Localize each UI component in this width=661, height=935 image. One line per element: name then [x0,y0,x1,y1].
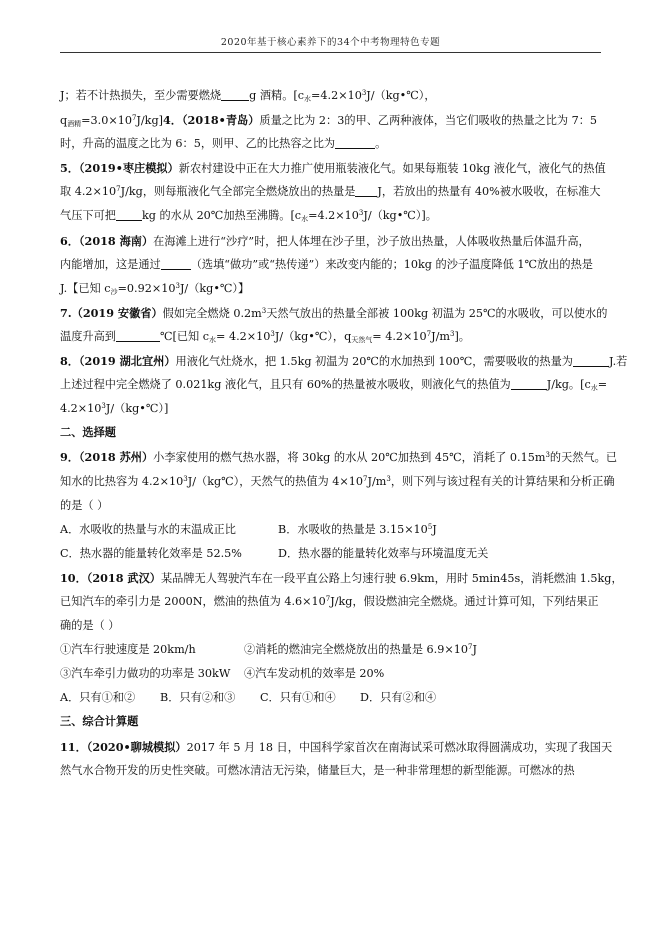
text-line: J；若不计热损失，至少需要燃烧 g 酒精。[$c_水=4.2\times 10^3J/(kg•℃)$， [60,89,436,103]
text-line: 已知汽车的牵引力是 2000N，燃油的热值为 $4.6\times 10^7J/kg$，假设燃油完全燃烧。通过计算可知，下列结果正 [60,594,599,608]
question-source: 4．（2018•青岛） [162,113,260,128]
option-d[interactable]: D．只有②和④ [360,691,437,705]
text-line: 5．（2019•枣庄模拟）新农村建设中正在大力推广使用瓶装液化气。如果每瓶装 10kg 液化气，液化气的热值 [60,161,606,176]
section-heading-choice: 二、选择题 [60,426,116,440]
option-b[interactable]: B．只有②和③ [160,691,236,705]
text-line: 6．（2018 海南）在海滩上进行“沙疗”时，把人体埋在沙子里，沙子放出热量，人体吸收热量后体温升高， [60,233,590,248]
text-line: $4.2\times 10^3J/(kg•℃)$] [60,402,169,416]
option-a[interactable]: A．只有①和② [60,691,136,705]
question-source: 9．（2018 苏州） [60,450,154,465]
option-c[interactable]: C．热水器的能量转化效率是 52.5% [60,546,242,560]
option-line [60,686,605,710]
text-line: 温度升高到 ℃[已知 $c_水=$ $4.2\times 10^3J/(kg•℃)$，$q_{天然气}= 4.2\times 10^7J/m^3$]。 [60,329,470,344]
text-line: 8．（2019 湖北宜州）用液化气灶烧水，把 1.5kg 初温为 20℃的水加热到 100℃，需要吸收的热量为 J.若 [60,354,628,369]
document-body [60,84,628,783]
statement-4: ④汽车发动机的效率是 20% [244,667,385,681]
option-a[interactable]: A．水吸收的热量与水的末温成正比 [60,522,236,536]
answer-blank[interactable] [116,329,160,342]
text-line: 气压下可把 kg 的水从 20℃加热至沸腾。$[c_水=4.2\times 10^3J/(kg•℃)]$。 [60,209,437,224]
question-source: 5．（2019•枣庄模拟） [60,161,179,176]
answer-blank[interactable] [221,88,249,101]
text-line: 然气水合物开发的历史性突破。可燃冰清洁无污染，储量巨大，是一种非常理想的新型能源。可燃冰的热 [60,763,575,777]
question-source: 11．（2020•聊城模拟） [60,739,187,754]
text-line: 知水的比热容为 $4.2\times 10^3J/(kg℃)$，天然气的热值为 $4\times 10^7J/m^3$，则下列与该过程有关的计算结果和分析正确 [60,474,615,488]
text-line: 11．（2020•聊城模拟）2017 年 5 月 18 日，中国科学家首次在南海试采可燃冰取得圆满成功，实现了我国天 [60,739,613,754]
option-line [60,518,605,542]
statement-line [60,662,605,686]
option-c[interactable]: C．只有①和④ [260,691,336,705]
statement-3: ③汽车牵引力做功的功率是 30kW [60,667,231,681]
text-line: $q_{酒精}=3.0\times 10^7J/kg]4$．（2018•青岛）质量之比为 2：3的甲、乙两种液体，当它们吸收的热量之比为 7：5 [60,113,598,129]
option-line [60,542,605,566]
answer-blank[interactable] [116,208,142,221]
text-line: 7.（2019 安徽省）假如完全燃烧 $0.2m^3$天然气放出的热量全部被 100kg 初温为 25℃的水吸收，可以使水的 [60,305,608,320]
question-source: 10．（2018 武汉） [60,570,161,585]
text-line: 取 $4.2\times 10^7J/kg$，则每瓶液化气全部完全燃烧放出的热量是 J，若放出的热量有 40%被水吸收，在标准大 [60,185,601,199]
text-line: 上述过程中完全燃烧了 0.021kg 液化气，且只有 60%的热量被水吸收，则液化气的热值为 J/kg。[$c_水=$ [60,378,608,393]
text-line: 内能增加，这是通过 （选填“做功”或“热传递”）来改变内能的；10kg 的沙子温度降低 1℃放出的热是 [60,257,593,271]
answer-blank[interactable] [355,184,377,197]
question-source: 6．（2018 海南） [60,233,154,248]
option-d[interactable]: D．热水器的能量转化效率与环境温度无关 [278,546,489,560]
statement-line [60,638,605,662]
text-line: 确的是（ ） [60,619,120,633]
answer-blank[interactable] [511,377,547,390]
text-line: 的是（ ） [60,498,109,512]
header-rule [60,52,601,53]
section-heading-calculation: 三、综合计算题 [60,715,139,729]
question-source: 7.（2019 安徽省） [60,305,163,320]
page-header: 2020年基于核心素养下的34个中考物理特色专题 [220,37,441,48]
statement-1: ①汽车行驶速度是 20km/h [60,643,196,657]
answer-blank[interactable] [335,136,375,149]
text-line: 10．（2018 武汉）某品牌无人驾驶汽车在一段平直公路上匀速行驶 6.9km，用时 5min45s，消耗燃油 1.5kg， [60,570,623,585]
text-line: 9．（2018 苏州）小李家使用的燃气热水器，将 30kg 的水从 20℃加热到 45℃，消耗了 $0.15m^3$的天然气。已 [60,450,618,465]
text-line: J.【已知 $c_沙=0.92\times 10^3J/(kg•℃)$】 [60,281,250,296]
answer-blank[interactable] [573,354,609,367]
answer-blank[interactable] [161,257,191,270]
question-source: 8．（2019 湖北宜州） [60,354,176,369]
text-line: 时，升高的温度之比为 6：5，则甲、乙的比热容之比为 。 [60,137,387,151]
statement-2: ②消耗的燃油完全燃烧放出的热量是 $6.9\times 10^7J$ [244,643,477,657]
option-b[interactable]: B．水吸收的热量是 $3.15\times 10^5J$ [278,522,437,536]
